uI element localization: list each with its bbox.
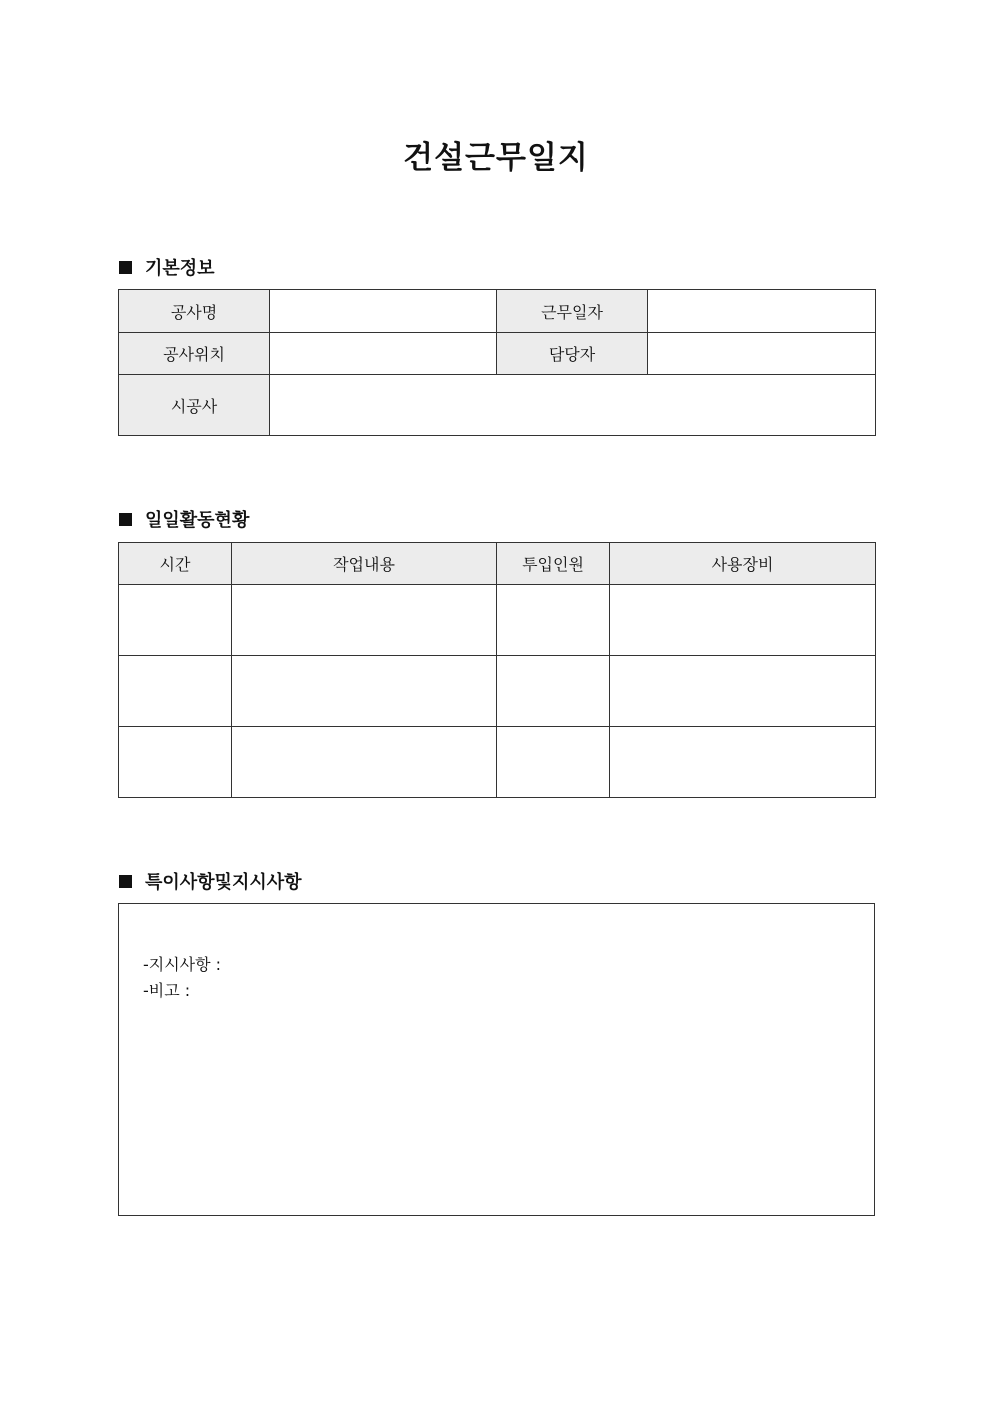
time-cell[interactable] — [119, 585, 232, 656]
column-header-work-content: 작업내용 — [232, 543, 497, 585]
column-header-time: 시간 — [119, 543, 232, 585]
document-title: 건설근무일지 — [403, 140, 589, 176]
equipment-cell[interactable] — [610, 585, 876, 656]
daily-activity-table — [118, 542, 876, 798]
workers-cell[interactable] — [497, 585, 610, 656]
basic-info-heading — [119, 254, 215, 280]
square-bullet-icon — [119, 875, 132, 888]
instructions-label: -지시사항 : — [143, 955, 222, 974]
square-bullet-icon — [119, 513, 132, 526]
work-date-label: 근무일자 — [497, 290, 648, 333]
column-header-workers: 투입인원 — [497, 543, 610, 585]
column-header-equipment: 사용장비 — [610, 543, 876, 585]
notes-heading — [119, 868, 302, 894]
basic-info-table — [118, 289, 876, 436]
equipment-cell[interactable] — [610, 656, 876, 727]
contractor-label: 시공사 — [119, 375, 270, 436]
contractor-field[interactable] — [270, 375, 876, 436]
table-row — [119, 656, 876, 727]
project-location-field[interactable] — [270, 333, 497, 375]
time-cell[interactable] — [119, 656, 232, 727]
notes-box[interactable] — [118, 903, 875, 1216]
workers-cell[interactable] — [497, 656, 610, 727]
work-content-cell[interactable] — [232, 585, 497, 656]
table-row — [119, 585, 876, 656]
work-content-cell[interactable] — [232, 656, 497, 727]
equipment-cell[interactable] — [610, 727, 876, 798]
square-bullet-icon — [119, 261, 132, 274]
time-cell[interactable] — [119, 727, 232, 798]
work-date-field[interactable] — [648, 290, 876, 333]
project-name-field[interactable] — [270, 290, 497, 333]
notes-heading-text: 특이사항및지시사항 — [145, 872, 302, 893]
basic-info-heading-text: 기본정보 — [145, 258, 215, 279]
person-in-charge-field[interactable] — [648, 333, 876, 375]
workers-cell[interactable] — [497, 727, 610, 798]
table-row — [119, 727, 876, 798]
daily-activity-heading-text: 일일활동현황 — [145, 510, 250, 531]
remarks-label: -비고 : — [143, 981, 191, 1000]
daily-activity-heading — [119, 506, 249, 532]
project-name-label: 공사명 — [119, 290, 270, 333]
work-content-cell[interactable] — [232, 727, 497, 798]
person-in-charge-label: 담당자 — [497, 333, 648, 375]
project-location-label: 공사위치 — [119, 333, 270, 375]
